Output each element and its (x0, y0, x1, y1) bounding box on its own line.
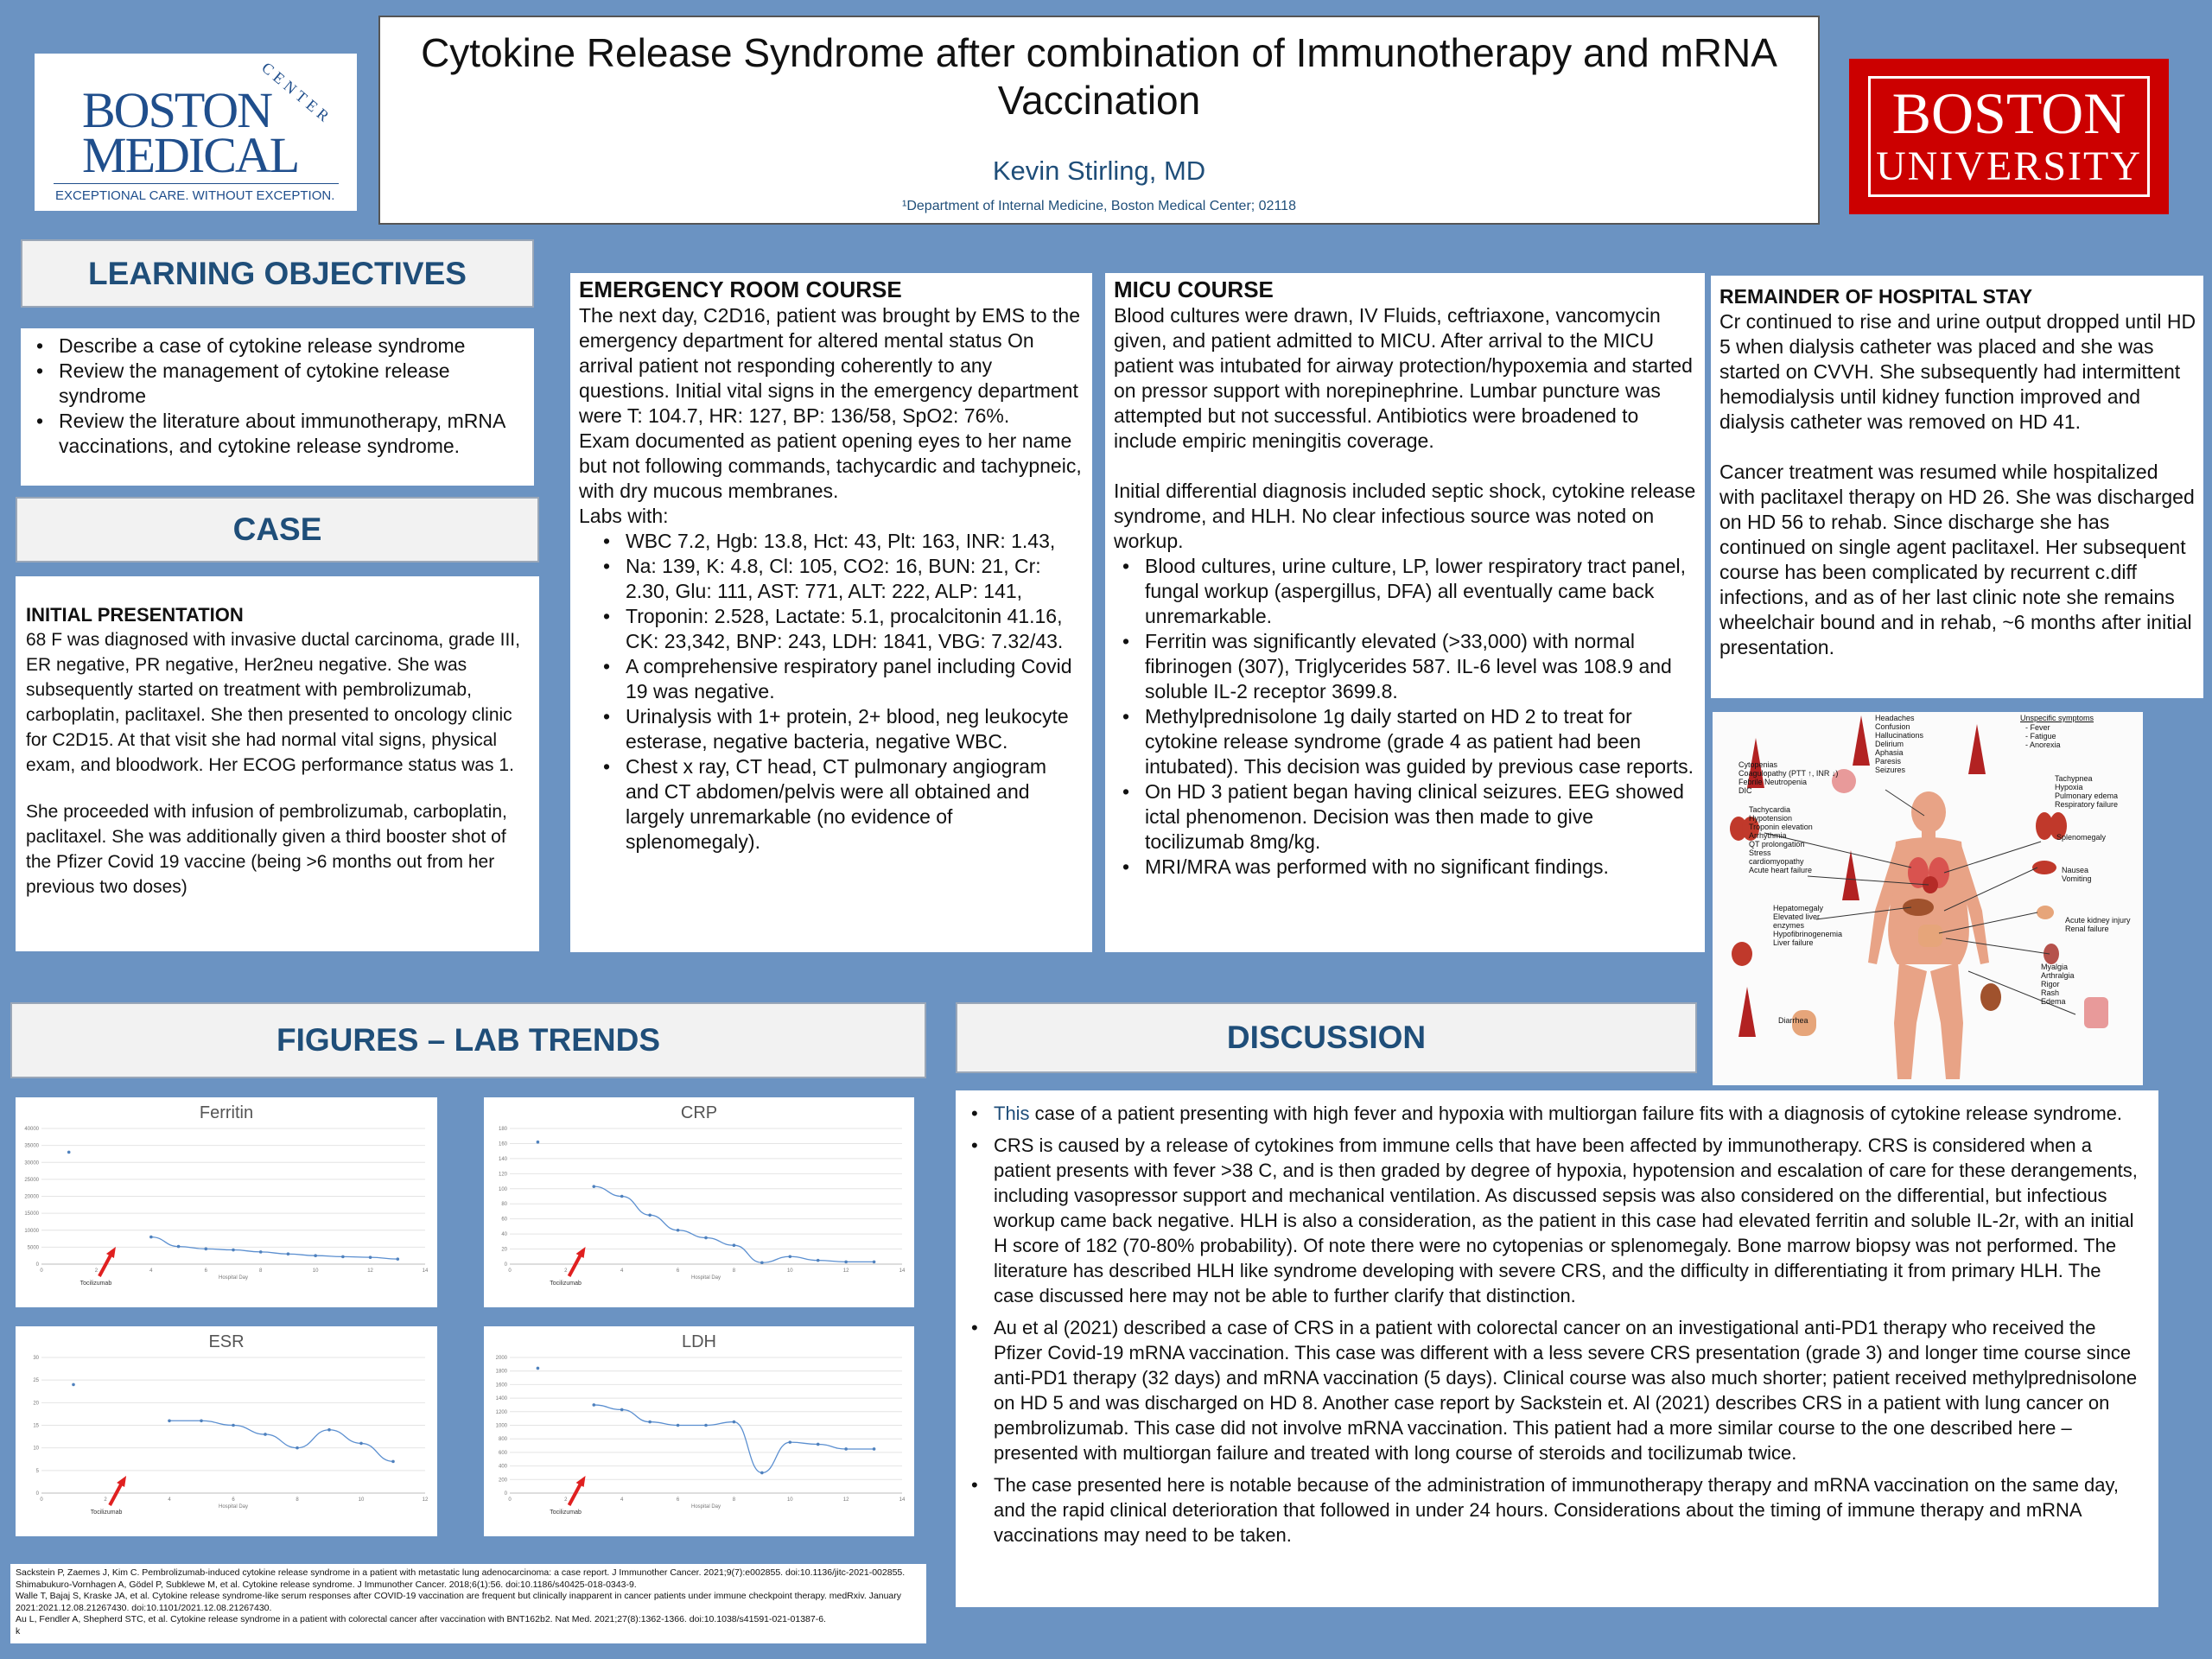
bu-logo-line1: BOSTON (1891, 80, 2126, 146)
x-tick-label: 10 (312, 1268, 319, 1274)
x-tick-label: 10 (786, 1268, 793, 1274)
y-tick-label: 15000 (24, 1211, 39, 1217)
x-tick-label: 4 (620, 1497, 624, 1503)
data-point (359, 1442, 363, 1446)
data-point (648, 1214, 652, 1217)
discussion-list (963, 1101, 2145, 1548)
er-lab-item: • A comprehensive respiratory panel including Covid 19 was negative. (594, 654, 1084, 704)
y-tick-label: 1200 (495, 1409, 507, 1415)
label-lung: Tachypnea Hypoxia Pulmonary edema Respiratory failure (2055, 774, 2119, 809)
data-point (168, 1419, 171, 1422)
data-point (677, 1229, 680, 1232)
data-point (760, 1471, 764, 1475)
discussion-item-lead: This (994, 1103, 1030, 1124)
y-tick-label: 0 (504, 1491, 507, 1497)
chart-crp (484, 1097, 914, 1307)
remainder-box (1711, 276, 2203, 698)
x-tick-label: 12 (422, 1497, 429, 1503)
y-tick-label: 600 (498, 1450, 507, 1456)
reference-item: Shimabukuro-Vornhagen A, Gödel P, Subklewe M, et al. Cytokine release syndrome. J Immunother Cancer. 2018;6(1):56. doi:10.1186/s40425-018-0343-9. (16, 1579, 637, 1590)
x-tick-label: 4 (149, 1268, 153, 1274)
remainder-heading: REMAINDER OF HOSPITAL STAY (1719, 285, 2033, 308)
y-tick-label: 15 (33, 1423, 39, 1429)
tocilizumab-arrow (99, 1254, 111, 1276)
x-tick-label: 10 (358, 1497, 365, 1503)
label-heart: Tachycardia Hypotension Troponin elevation Arrhythmia QT prolongation Stress cardiomyopathy Acute heart failure (1749, 805, 1813, 874)
remainder-para-2: Cancer treatment was resumed while hospitalized with paclitaxel therapy on HD 26. She was discharged on HD 56 to rehab. Since discharge she has continued on single agent paclitaxel. Her subsequent course has been complicated by recurrent c.diff infections, and as of her last clinic note she remains wheelchair bound and in rehab, ~6 months after initial presentation. (1719, 461, 2195, 658)
x-tick-label: 0 (40, 1497, 43, 1503)
tocilizumab-arrowhead (576, 1476, 586, 1487)
x-tick-label: 14 (422, 1268, 429, 1274)
series-line (151, 1237, 397, 1260)
micu-para-2: Initial differential diagnosis included septic shock, cytokine release syndrome, and HLH. No clear infectious source was noted on workup. (1114, 480, 1696, 552)
tocilizumab-arrowhead (106, 1247, 116, 1258)
y-tick-label: 2000 (495, 1356, 507, 1361)
er-lab-item: • Na: 139, K: 4.8, Cl: 105, CO2: 16, BUN: 21, Cr: 2.30, Glu: 111, AST: 771, ALT: 222, ALP: 141, (594, 554, 1084, 604)
chart-ferritin-svg (16, 1097, 437, 1307)
er-lab-item: • Urinalysis with 1+ protein, 2+ blood, neg leukocyte esterase, negative bacteria, negative WBC. (594, 704, 1084, 754)
label-unspecific-title: Unspecific symptoms (2020, 714, 2094, 722)
reference-item: Sackstein P, Zaemes J, Kim C. Pembrolizumab-induced cytokine release syndrome in a patient with metastatic lung adenocarcinoma: a case report. J Immunother Cancer. 2021;9(7):e002855. doi:10.1136/jitc-2021-002855. (16, 1567, 906, 1578)
bmc-logo-line2: MEDICAL (82, 127, 299, 183)
x-tick-label: 0 (508, 1497, 512, 1503)
reference-item: k (16, 1625, 21, 1637)
x-tick-label: 12 (842, 1497, 849, 1503)
tocilizumab-label: Tocilizumab (550, 1281, 582, 1287)
poster-author: Kevin Stirling, MD (992, 156, 1206, 186)
data-point (327, 1428, 331, 1432)
y-tick-label: 5000 (27, 1245, 39, 1251)
data-point (873, 1447, 876, 1451)
chart-title: LDH (681, 1332, 717, 1351)
x-axis-label: Hospital Day (690, 1504, 721, 1510)
y-tick-label: 400 (498, 1464, 507, 1470)
case-para-1: 68 F was diagnosed with invasive ductal carcinoma, grade III, ER negative, PR negative, Her2neu negative. She was subsequently started on treatment with pembrolizumab, carboplatin, paclitaxel. She then presented to oncology clinic for C2D15. At that visit she had normal vital signs, physical exam, and bloodwork. Her ECOG performance status was 1. (26, 630, 520, 775)
data-point (817, 1443, 820, 1446)
x-tick-label: 14 (899, 1268, 906, 1274)
data-point (844, 1261, 848, 1264)
data-point (760, 1261, 764, 1264)
figures-heading: FIGURES – LAB TRENDS (10, 1002, 926, 1078)
x-tick-label: 4 (168, 1497, 171, 1503)
x-tick-label: 2 (564, 1268, 568, 1274)
x-tick-label: 2 (564, 1497, 568, 1503)
data-point (704, 1236, 708, 1240)
chart-title: Ferritin (199, 1103, 254, 1122)
objectives-list (28, 334, 525, 459)
x-tick-label: 8 (259, 1268, 263, 1274)
x-tick-label: 2 (94, 1268, 99, 1274)
discussion-item-rest: case of a patient presenting with high fever and hypoxia with multiorgan failure fits with a diagnosis of cytokine release syndrome. (1029, 1103, 2123, 1124)
x-tick-label: 2 (104, 1497, 107, 1503)
y-tick-label: 25 (33, 1378, 39, 1384)
reference-item: Au L, Fendler A, Shepherd STC, et al. Cytokine release syndrome in a patient with colorectal cancer after vaccination with BNT162b2. Nat Med. 2021;27(8):1362-1366. doi:10.1038/s41591-021-01387-6. (16, 1614, 826, 1624)
data-point (592, 1185, 595, 1188)
data-point (844, 1447, 848, 1451)
y-tick-label: 20 (501, 1247, 507, 1253)
label-neuro: Headaches Confusion Hallucinations Delirium Aphasia Paresis Seizures (1875, 714, 1924, 774)
chart-ferritin (16, 1097, 437, 1307)
x-tick-label: 6 (204, 1268, 207, 1274)
data-point (873, 1261, 876, 1264)
bmc-logo-line1: BOSTON (82, 82, 271, 138)
y-tick-label: 200 (498, 1478, 507, 1484)
tocilizumab-arrow (569, 1483, 582, 1505)
tocilizumab-arrowhead (117, 1476, 126, 1487)
data-point (817, 1259, 820, 1262)
er-labs-list (594, 529, 1084, 855)
bmc-logo-center: CENTER (258, 59, 336, 128)
series-line (594, 1186, 874, 1262)
data-point (341, 1255, 345, 1259)
bmc-logo-tagline: EXCEPTIONAL CARE. WITHOUT EXCEPTION. (55, 188, 335, 203)
x-axis-label: Hospital Day (690, 1275, 721, 1281)
case-box (16, 576, 539, 951)
discussion-item: • CRS is caused by a release of cytokines from immune cells that have been affected by immunotherapy. CRS is considered when a patient presents with fever >38 C, and is then graded by degree of hypoxia, hypotension and escalation of care for these derangements, including vasopressor support and mechanical ventilation. As discussed sepsis was also considered on the differential, but infectious workup came back negative. HLH is also a consideration, as the patient in this case had elevated ferritin and soluble IL-2r, with an initial H score of 182 (70-80% probability). Of note there were no cytopenias or splenomegaly. Bone marrow biopsy was not performed. The literature has described HLH like syndrome developing with severe CRS, and the difficulty in differentiating it from primary HLH. The case discussed here may not be able to further clarify that distinction. (963, 1133, 2145, 1308)
chart-title: CRP (680, 1103, 718, 1122)
x-tick-label: 0 (40, 1268, 43, 1274)
data-point (704, 1424, 708, 1427)
y-tick-label: 10000 (24, 1228, 39, 1234)
x-tick-label: 10 (786, 1497, 793, 1503)
series-line (169, 1421, 393, 1461)
y-tick-label: 60 (501, 1217, 507, 1223)
data-point (733, 1421, 736, 1424)
data-point (369, 1255, 372, 1259)
label-coag: Cytopenias Coagulopathy (PTT ↑, INR ↓) Febrile Neutropenia DIC (1738, 760, 1839, 795)
case-para-2: She proceeded with infusion of pembrolizumab, carboplatin, paclitaxel. She was additionally given a third booster shot of the Pfizer Covid 19 vaccine (being >6 months out from her previous two doses) (26, 802, 507, 897)
discussion-item: • The case presented here is notable because of the administration of immunotherapy therapy and mRNA vaccination on the same day, and the rapid clinical deterioration that followed in under 24 hours. Considerations about the timing of immune therapy and mRNA vaccinations may need to be taken. (963, 1472, 2145, 1548)
x-tick-label: 8 (732, 1268, 736, 1274)
tocilizumab-arrow (110, 1483, 122, 1505)
y-tick-label: 0 (35, 1491, 39, 1497)
y-tick-label: 0 (35, 1262, 39, 1268)
reference-item: Walle T, Bajaj S, Kraske JA, et al. Cytokine release syndrome-like serum responses after COVID-19 vaccination are frequent but clinically inapparent in cancer patients under immune checkpoint therapy. medRxiv. January 2021:2021.12.08.21267430. doi:10.1101/2021.12.08.21267430. (16, 1591, 902, 1613)
chart-esr (16, 1326, 437, 1536)
bu-logo (1849, 59, 2169, 214)
er-lab-item: • Chest x ray, CT head, CT pulmonary angiogram and CT abdomen/pelvis were all obtained and largely unremarkable (no evidence of splenomegaly). (594, 754, 1084, 855)
discussion-item: • Au et al (2021) described a case of CRS in a patient with colorectal cancer on an investigational anti-PD1 therapy who received the Pfizer Covid-19 mRNA vaccination. This case was different with a less severe CRS presentation (grade 3) and longer time course since anti-PD1 therapy (32 days) and mRNA vaccination (5 days). Clinical course was also much shorter; patient received methylprednisolone on HD 5 and was discharged on HD 8. Another case report by Sackstein et. Al (2021) describes CRS in a patient with lung cancer on pembrolizumab. This case did not involve mRNA vaccination. This patient had a more similar course to the one described here – presented with multiorgan failure and treated with long course of steroids and tocilizumab twice. (963, 1315, 2145, 1465)
learning-objectives-box (21, 328, 534, 486)
bu-logo-line2: UNIVERSITY (1876, 143, 2142, 189)
micu-course-heading: MICU COURSE (1114, 276, 1274, 302)
y-tick-label: 120 (498, 1172, 507, 1178)
x-tick-label: 6 (676, 1497, 680, 1503)
label-liver: Hepatomegaly Elevated liver enzymes Hypofibrinogenemia Liver failure (1773, 904, 1843, 947)
data-point (204, 1248, 207, 1251)
data-point (149, 1236, 153, 1239)
er-para-1: The next day, C2D16, patient was brought by EMS to the emergency department for altered mental status On arrival patient not responding coherently to any questions. Initial vital signs in the emergency department were T: 104.7, HR: 127, BP: 136/58, SpO2: 76%. (579, 304, 1081, 427)
label-gi: Nausea Vomiting (2062, 866, 2092, 883)
discussion-heading: DISCUSSION (956, 1002, 1697, 1073)
y-tick-label: 80 (501, 1202, 507, 1208)
y-tick-label: 1400 (495, 1396, 507, 1402)
y-tick-label: 10 (33, 1446, 39, 1452)
er-para-2: Exam documented as patient opening eyes to her name but not following commands, tachycardic and tachypneic, with dry mucous membranes. (579, 429, 1082, 502)
micu-item: • Blood cultures, urine culture, LP, lower respiratory tract panel, fungal workup (aspergillus, DFA) all eventually came back unremarkable. (1114, 554, 1696, 629)
data-point (592, 1403, 595, 1407)
micu-course-box (1105, 273, 1705, 952)
chart-esr-svg (16, 1326, 437, 1536)
data-point (232, 1249, 235, 1252)
y-tick-label: 40 (501, 1232, 507, 1238)
chart-title: ESR (208, 1332, 245, 1351)
data-point (620, 1408, 624, 1412)
data-point (620, 1195, 624, 1198)
micu-item: • Ferritin was significantly elevated (>33,000) with normal fibrinogen (307), Triglycerides 587. IL-6 level was 108.9 and soluble IL-2 receptor 3699.8. (1114, 629, 1696, 704)
data-point (537, 1367, 540, 1370)
er-lab-item: • WBC 7.2, Hgb: 13.8, Hct: 43, Plt: 163, INR: 1.43, (594, 529, 1084, 554)
x-tick-label: 6 (232, 1497, 235, 1503)
micu-list (1114, 554, 1696, 880)
y-tick-label: 800 (498, 1437, 507, 1443)
y-tick-label: 35000 (24, 1143, 39, 1149)
chart-ldh (484, 1326, 914, 1536)
references-box (10, 1564, 926, 1643)
data-point (788, 1440, 791, 1444)
er-course-box (570, 273, 1092, 952)
y-tick-label: 30 (33, 1356, 39, 1361)
x-tick-label: 8 (732, 1497, 736, 1503)
y-tick-label: 25000 (24, 1177, 39, 1183)
labs-label: Labs with: (579, 505, 669, 527)
data-point (788, 1255, 791, 1258)
y-tick-label: 40000 (24, 1127, 39, 1132)
remainder-para-1: Cr continued to rise and urine output dropped until HD 5 when dialysis catheter was placed and she was started on CVVH. She subsequently had intermittent hemodialysis until kidney function improved and dialysis catheter was removed on HD 41. (1719, 310, 2196, 433)
label-unspecific: - Fever - Fatigue - Anorexia (2025, 723, 2061, 749)
data-point (391, 1460, 395, 1464)
data-point (296, 1446, 299, 1450)
y-tick-label: 140 (498, 1156, 507, 1162)
data-point (396, 1257, 399, 1261)
title-box (378, 16, 1820, 225)
objective-item: • Review the literature about immunotherapy, mRNA vaccinations, and cytokine release syndrome. (28, 409, 525, 459)
label-spleen: Splenomegaly (2056, 833, 2107, 842)
micu-item: • MRI/MRA was performed with no significant findings. (1114, 855, 1696, 880)
x-axis-label: Hospital Day (218, 1504, 249, 1510)
x-tick-label: 4 (620, 1268, 624, 1274)
crs-symptoms-figure (1713, 712, 2143, 1085)
label-muscle: Myalgia Arthralgia Rigor Rash Edema (2041, 963, 2075, 1006)
data-point (177, 1245, 181, 1249)
y-tick-label: 1600 (495, 1382, 507, 1389)
data-point (259, 1250, 263, 1254)
x-tick-label: 12 (367, 1268, 373, 1274)
data-point (648, 1421, 652, 1424)
poster-affiliation: ¹Department of Internal Medicine, Boston Medical Center; 02118 (902, 199, 1296, 213)
y-tick-label: 20000 (24, 1194, 39, 1200)
learning-objectives-heading: LEARNING OBJECTIVES (21, 239, 534, 308)
objective-item: • Review the management of cytokine release syndrome (28, 359, 525, 409)
micu-item: • On HD 3 patient began having clinical seizures. EEG showed ictal phenomenon. Decision was then made to give tocilizumab 8mg/kg. (1114, 779, 1696, 855)
data-point (200, 1419, 203, 1422)
poster-title: Cytokine Release Syndrome after combination of Immunotherapy and mRNA Vaccination (421, 30, 1777, 123)
y-tick-label: 0 (504, 1262, 507, 1268)
x-tick-label: 12 (842, 1268, 849, 1274)
tocilizumab-arrow (569, 1254, 582, 1276)
x-tick-label: 14 (899, 1497, 906, 1503)
label-diarrhea: Diarrhea (1778, 1016, 1808, 1025)
er-course-heading: EMERGENCY ROOM COURSE (579, 276, 902, 302)
x-axis-label: Hospital Day (218, 1275, 249, 1281)
initial-presentation-heading: INITIAL PRESENTATION (26, 604, 244, 626)
chart-ldh-svg (484, 1326, 914, 1536)
y-tick-label: 100 (498, 1186, 507, 1192)
discussion-box (956, 1090, 2158, 1607)
bmc-logo-rule (54, 183, 339, 184)
label-kidney: Acute kidney injury Renal failure (2065, 916, 2131, 933)
data-point (287, 1252, 290, 1255)
y-tick-label: 5 (35, 1468, 39, 1474)
discussion-item (963, 1101, 2145, 1126)
tocilizumab-label: Tocilizumab (79, 1281, 112, 1287)
micu-item: • Methylprednisolone 1g daily started on HD 2 to treat for cytokine release syndrome (grade 4 as patient had been intubated). This decision was guided by previous case reports. (1114, 704, 1696, 779)
y-tick-label: 1800 (495, 1369, 507, 1375)
data-point (232, 1424, 235, 1427)
data-point (67, 1151, 71, 1154)
tocilizumab-label: Tocilizumab (90, 1510, 123, 1516)
x-tick-label: 6 (676, 1268, 680, 1274)
tocilizumab-arrowhead (576, 1247, 586, 1258)
data-point (537, 1141, 540, 1144)
data-point (264, 1433, 267, 1436)
y-tick-label: 1000 (495, 1423, 507, 1429)
data-point (733, 1243, 736, 1247)
y-tick-label: 180 (498, 1127, 507, 1132)
bmc-logo (35, 54, 357, 211)
x-tick-label: 0 (508, 1268, 512, 1274)
y-tick-label: 20 (33, 1401, 39, 1407)
data-point (677, 1424, 680, 1427)
data-point (314, 1254, 317, 1257)
data-point (72, 1383, 75, 1387)
x-tick-label: 8 (296, 1497, 299, 1503)
micu-para-1: Blood cultures were drawn, IV Fluids, ceftriaxone, vancomycin given, and patient admitted to MICU. After arrival to the MICU patient was intubated for airway protection/hypoxemia and started on pressor support with norepinephrine. Lumbar puncture was attempted but not successful. Antibiotics were broadened to include empiric meningitis coverage. (1114, 304, 1693, 452)
y-tick-label: 160 (498, 1141, 507, 1147)
chart-crp-svg (484, 1097, 914, 1307)
case-heading: CASE (16, 497, 539, 563)
tocilizumab-label: Tocilizumab (550, 1510, 582, 1516)
y-tick-label: 30000 (24, 1160, 39, 1166)
er-lab-item: • Troponin: 2.528, Lactate: 5.1, procalcitonin 41.16, CK: 23,342, BNP: 243, LDH: 1841, VBG: 7.32/43. (594, 604, 1084, 654)
objective-item: • Describe a case of cytokine release syndrome (28, 334, 525, 359)
